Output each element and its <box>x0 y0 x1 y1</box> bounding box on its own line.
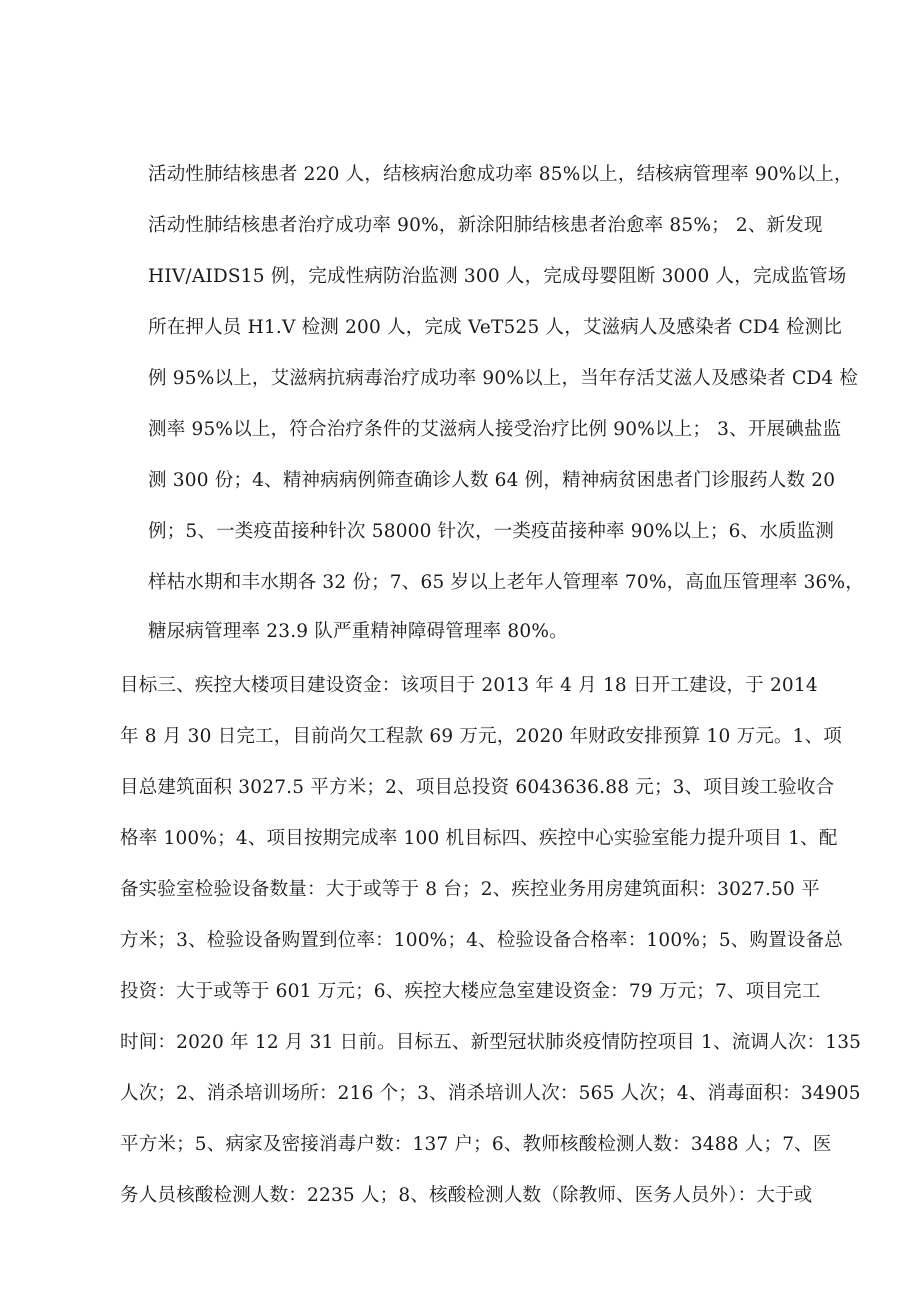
text-line: 活动性肺结核患者治疗成功率 90%，新涂阳肺结核患者治愈率 85%； 2、新发现 <box>148 215 823 236</box>
text-line: 时间：2020 年 12 月 31 日前。目标五、新型冠状肺炎疫情防控项目 1、流调人次：135 <box>120 1032 862 1053</box>
text-line: 格率 100%；4、项目按期完成率 100 机目标四、疾控中心实验室能力提升项目 1、配 <box>120 828 838 849</box>
text-line: 例；5、一类疫苗接种针次 58000 针次，一类疫苗接种率 90%以上；6、水质监测 <box>148 521 835 542</box>
text-line: 年 8 月 30 日完工，目前尚欠工程款 69 万元，2020 年财政安排预算 10 万元。1、项 <box>120 726 842 747</box>
text-line: 平方米；5、病家及密接消毒户数：137 户；6、教师核酸检测人数：3488 人；7、医 <box>120 1134 832 1155</box>
text-line: 方米；3、检验设备购置到位率：100%；4、检验设备合格率：100%；5、购置设备总 <box>120 930 843 951</box>
text-line: 糖尿病管理率 23.9 队严重精神障碍管理率 80%。 <box>148 621 568 642</box>
text-line: 活动性肺结核患者 220 人，结核病治愈成功率 85%以上，结核病管理率 90%以上， <box>148 164 853 185</box>
text-line: 目标三、疾控大楼项目建设资金：该项目于 2013 年 4 月 18 日开工建设，于 2014 <box>120 675 818 696</box>
text-line: 所在押人员 H1.V 检测 200 人，完成 VeT525 人，艾滋病人及感染者 CD4 检测比 <box>148 317 843 338</box>
text-line: HIV/AIDS15 例，完成性病防治监测 300 人，完成母婴阻断 3000 人，完成监管场 <box>148 266 847 287</box>
text-line: 目总建筑面积 3027.5 平方米；2、项目总投资 6043636.88 元；3、项目竣工验收合 <box>120 777 835 798</box>
text-line: 测率 95%以上，符合治疗条件的艾滋病人接受治疗比例 90%以上； 3、开展碘盐监 <box>148 419 842 440</box>
text-line: 备实验室检验设备数量：大于或等于 8 台；2、疾控业务用房建筑面积：3027.50 平 <box>120 879 820 900</box>
text-line: 样枯水期和丰水期各 32 份；7、65 岁以上老年人管理率 70%，高血压管理率 36%， <box>148 572 864 593</box>
text-line: 例 95%以上，艾滋病抗病毒治疗成功率 90%以上，当年存活艾滋人及感染者 CD4 检 <box>148 368 859 389</box>
text-line: 人次；2、消杀培训场所：216 个；3、消杀培训人次：565 人次；4、消毒面积：34905 <box>120 1083 861 1104</box>
text-line: 投资：大于或等于 601 万元；6、疾控大楼应急室建设资金：79 万元；7、项目完工 <box>120 981 821 1002</box>
text-line: 测 300 份；4、精神病病例筛查确诊人数 64 例，精神病贫困患者门诊服药人数 20 <box>148 470 836 491</box>
text-line: 务人员核酸检测人数：2235 人；8、核酸检测人数（除教师、医务人员外）：大于或 <box>120 1185 813 1206</box>
